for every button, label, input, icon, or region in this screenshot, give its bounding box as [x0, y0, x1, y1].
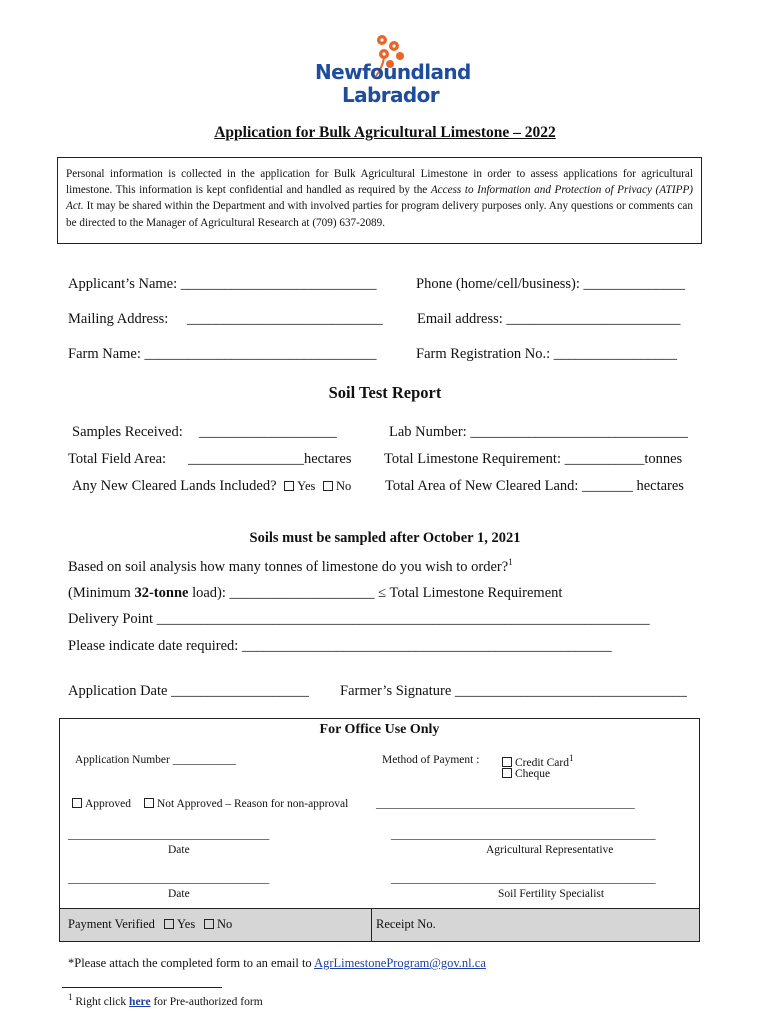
- logo-line2: Labrador: [342, 83, 440, 107]
- logo-line1: Newfoundland: [315, 60, 471, 84]
- delivery-point-field[interactable]: Delivery Point ____________________________________________________________________: [68, 611, 650, 627]
- new-cleared-area-field[interactable]: Total Area of New Cleared Land: _______ hectares: [385, 478, 684, 494]
- payment-verified-no-checkbox[interactable]: No: [204, 917, 232, 932]
- payment-verified-yes-checkbox[interactable]: Yes: [164, 917, 195, 932]
- mailing-address-field[interactable]: ___________________________: [187, 311, 383, 327]
- payment-method-label: Method of Payment :: [382, 754, 480, 766]
- credit-card-checkbox[interactable]: Credit Card$^1$: [502, 753, 573, 769]
- attach-instructions: *Please attach the completed form to an email to AgrLimestoneProgram@gov.nl.ca: [68, 956, 486, 970]
- payment-row-divider: [371, 909, 372, 941]
- samples-received-label: Samples Received:: [72, 424, 183, 440]
- application-date-field[interactable]: Application Date ___________________: [68, 683, 309, 699]
- email-field[interactable]: Email address: ________________________: [417, 311, 681, 327]
- phone-field[interactable]: Phone (home/cell/business): ______________: [416, 276, 686, 292]
- soil-fertility-specialist-label: Soil Fertility Specialist: [498, 888, 605, 900]
- date-signature-line-2[interactable]: ___________________________________: [68, 873, 270, 885]
- payment-row: [60, 908, 699, 941]
- farm-name-field[interactable]: Farm Name: ________________________________: [68, 346, 377, 362]
- total-field-area-label: Total Field Area:: [68, 451, 167, 467]
- samples-received-field[interactable]: ___________________: [199, 424, 337, 440]
- payment-verified-label: Payment Verified: [68, 917, 155, 931]
- new-cleared-lands-label: Any New Cleared Lands Included?: [72, 478, 277, 494]
- footnote-divider: [62, 987, 222, 988]
- application-number-field[interactable]: Application Number ___________: [75, 754, 236, 766]
- total-field-area-field[interactable]: ________________hectares: [188, 451, 352, 467]
- date-required-field[interactable]: Please indicate date required: ___________________________________________________: [68, 638, 612, 654]
- tonnes-question: Based on soil analysis how many tonnes of limestone do you wish to order?$^1$: [68, 557, 513, 575]
- cheque-checkbox[interactable]: Cheque: [502, 768, 550, 780]
- non-approval-reason-field[interactable]: _____________________________________________: [376, 798, 635, 810]
- minimum-load-field[interactable]: (Minimum 32-tonne load): ____________________ ≤ Total Limestone Requirement: [68, 585, 563, 601]
- date-signature-line-1[interactable]: ___________________________________: [68, 829, 270, 841]
- logo: [312, 32, 471, 110]
- receipt-number-field[interactable]: Receipt No.: [376, 917, 436, 931]
- email-link[interactable]: AgrLimestoneProgram@gov.nl.ca: [314, 956, 486, 970]
- new-lands-no-checkbox[interactable]: No: [323, 478, 351, 494]
- soil-test-heading: Soil Test Report: [328, 383, 442, 402]
- privacy-notice-text: Personal information is collected in the application for Bulk Agricultural Limestone in order to assess applications for agricultural limestone. This information is kept confidential and handled as required by the Access to Information and Protection of Privacy (ATIPP) Act. It may be shared within the Department and with involved parties for program delivery purposes only. Any questions or comments can be directed to the Manager of Agricultural Research at (709) 637-2089.: [66, 168, 694, 229]
- mailing-address-label: Mailing Address:: [68, 311, 169, 327]
- soil-specialist-signature-line[interactable]: ______________________________________________: [391, 873, 656, 885]
- new-lands-yes-checkbox[interactable]: Yes: [284, 478, 315, 494]
- applicant-name-field[interactable]: Applicant’s Name: ___________________________: [68, 276, 377, 292]
- limestone-requirement-field[interactable]: Total Limestone Requirement: ___________tonnes: [384, 451, 683, 467]
- footnote: $^1$ Right click here for Pre-authorized form: [68, 992, 263, 1008]
- date-label-2: Date: [168, 888, 190, 900]
- date-label-1: Date: [168, 844, 190, 856]
- lab-number-field[interactable]: Lab Number: ______________________________: [389, 424, 688, 440]
- office-use-box: [59, 718, 700, 942]
- new-cleared-lands-row: [72, 478, 351, 495]
- agricultural-representative-label: Agricultural Representative: [486, 844, 614, 856]
- farmer-signature-field[interactable]: Farmer’s Signature ________________________________: [340, 683, 687, 699]
- privacy-notice-box: [57, 157, 702, 244]
- preauthorized-form-link[interactable]: here: [129, 995, 151, 1008]
- approved-checkbox[interactable]: Approved: [72, 798, 131, 810]
- not-approved-checkbox[interactable]: Not Approved – Reason for non-approval: [144, 798, 348, 810]
- page-title: Application for Bulk Agricultural Limestone – 2022: [214, 124, 556, 141]
- sampling-notice: Soils must be sampled after October 1, 2021: [249, 530, 521, 546]
- agri-rep-signature-line[interactable]: ______________________________________________: [391, 829, 656, 841]
- office-use-heading: For Office Use Only: [319, 722, 440, 737]
- farm-registration-field[interactable]: Farm Registration No.: _________________: [416, 346, 677, 362]
